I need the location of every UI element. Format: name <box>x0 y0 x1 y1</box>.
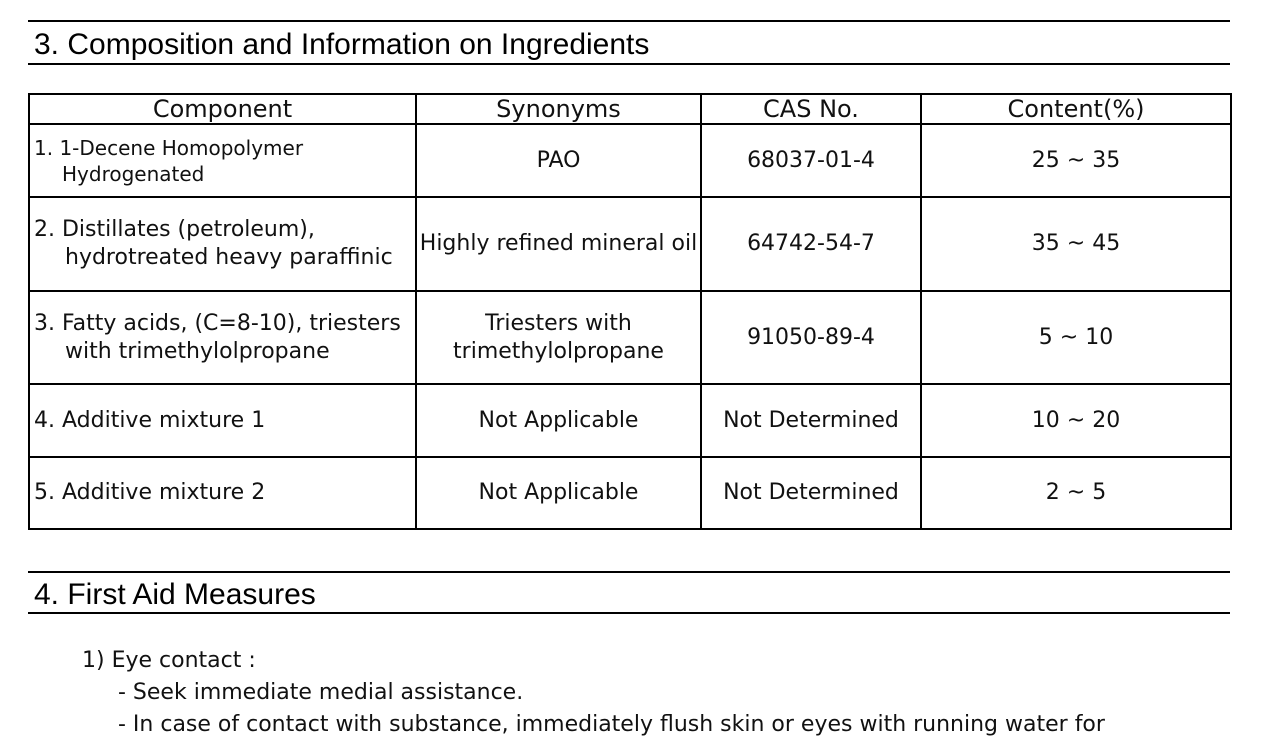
content-cell: 5 ~ 10 <box>921 291 1231 384</box>
component-cell <box>29 384 416 457</box>
eye-contact-item: - In case of contact with substance, immediately flush skin or eyes with running water for <box>118 712 1105 737</box>
component-line2: Hydrogenated <box>62 161 205 186</box>
table-row <box>29 457 1231 529</box>
component-cell <box>29 291 416 384</box>
component-line1: 1. 1-Decene Homopolymer <box>34 135 304 160</box>
content-cell: 2 ~ 5 <box>921 457 1231 529</box>
section-4-title: 4. First Aid Measures <box>34 578 316 611</box>
synonym-line1: Triesters with <box>485 310 632 336</box>
column-header-component: Component <box>29 94 416 124</box>
cas-cell: Not Determined <box>701 384 921 457</box>
component-cell <box>29 124 416 197</box>
ingredients-table <box>28 93 1232 530</box>
column-header-synonyms: Synonyms <box>416 94 701 124</box>
eye-contact-item: - Seek immediate medial assistance. <box>118 680 524 705</box>
synonym-cell <box>416 291 701 384</box>
cas-cell: 64742-54-7 <box>701 197 921 291</box>
eye-contact-label: 1) Eye contact : <box>82 648 256 673</box>
content-cell: 35 ~ 45 <box>921 197 1231 291</box>
table-row <box>29 384 1231 457</box>
synonym-cell: Not Applicable <box>416 384 701 457</box>
content-cell: 10 ~ 20 <box>921 384 1231 457</box>
component-line2: with trimethylolpropane <box>65 338 330 364</box>
synonym-cell: PAO <box>416 124 701 197</box>
section-3-title: 3. Composition and Information on Ingredients <box>34 28 650 61</box>
table-row <box>29 197 1231 291</box>
cas-cell: 91050-89-4 <box>701 291 921 384</box>
content-cell: 25 ~ 35 <box>921 124 1231 197</box>
component-line1: 5. Additive mixture 2 <box>34 480 266 505</box>
component-cell <box>29 197 416 291</box>
component-line1: 4. Additive mixture 1 <box>34 407 266 433</box>
component-line1: 3. Fatty acids, (C=8-10), triesters <box>34 310 401 336</box>
component-cell <box>29 457 416 529</box>
table-header-row <box>29 94 1231 124</box>
component-line1: 2. Distillates (petroleum), <box>34 217 315 242</box>
synonym-cell: Not Applicable <box>416 457 701 529</box>
section-3-header <box>28 20 1230 65</box>
table-row <box>29 291 1231 384</box>
synonym-cell: Highly refined mineral oil <box>416 197 701 291</box>
column-header-cas: CAS No. <box>701 94 921 124</box>
table-row <box>29 124 1231 197</box>
component-line2: hydrotreated heavy paraffinic <box>65 245 393 270</box>
synonym-line2: trimethylolpropane <box>453 338 664 364</box>
cas-cell: 68037-01-4 <box>701 124 921 197</box>
section-4-header <box>28 571 1230 614</box>
column-header-content: Content(%) <box>921 94 1231 124</box>
cas-cell: Not Determined <box>701 457 921 529</box>
